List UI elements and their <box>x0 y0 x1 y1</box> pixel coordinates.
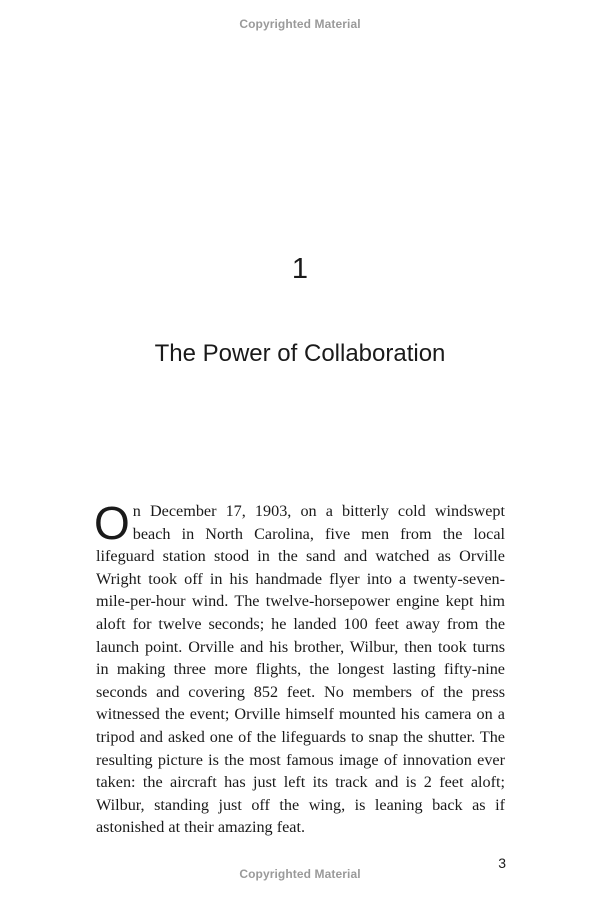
watermark-bottom: Copyrighted Material <box>239 867 361 881</box>
page-number: 3 <box>498 855 506 871</box>
chapter-title: The Power of Collaboration <box>154 340 446 367</box>
body-paragraph-text: n December 17, 1903, on a bitterly cold windswept beach in North Carolina, five men from the local lifeguard station stood in the sand and watched as Orville Wright took off in his handmade flyer into a twenty-seven-mile-per-hour wind. The twelve-horsepower engine kept him aloft for twelve seconds; he landed 100 feet away from the launch point. Orville and his brother, Wilbur, then took turns in making three more flights, the longest lasting fifty-nine seconds and covering 852 feet. No members of the press witnessed the event; Orville himself mounted his camera on a tripod and asked one of the lifeguards to snap the shutter. The resulting picture is the most famous image of innovation ever taken: the aircraft has just left its track and is 2 feet aloft; Wilbur, standing just off the wing, is leaning back as if astonished at their amazing feat. <box>96 502 505 837</box>
body-paragraph <box>94 497 505 839</box>
chapter-number: 1 <box>291 253 309 285</box>
drop-cap: O <box>94 497 130 549</box>
watermark-top: Copyrighted Material <box>239 17 361 31</box>
